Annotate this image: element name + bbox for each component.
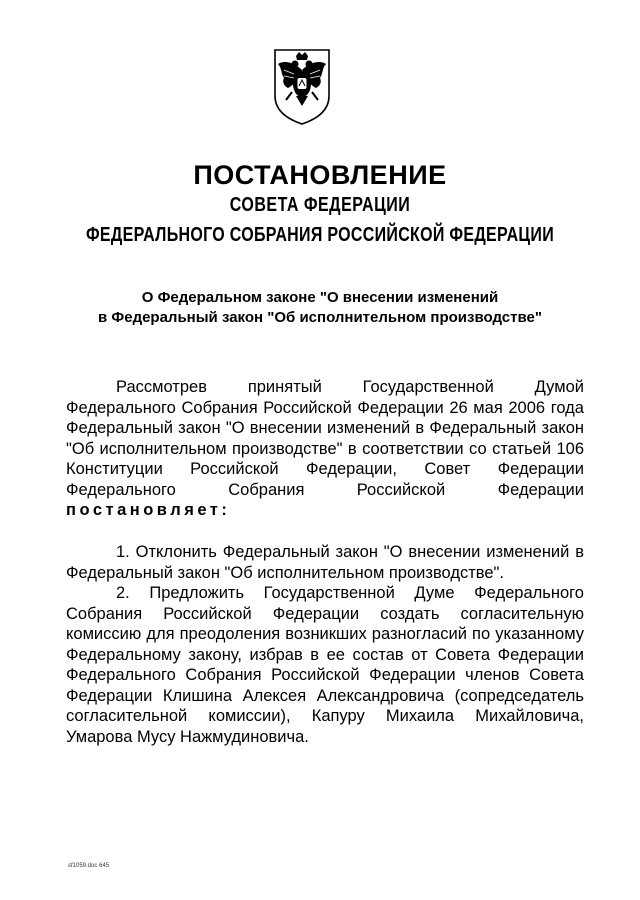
document-subject	[0, 288, 640, 328]
coat-of-arms-icon	[272, 48, 332, 126]
subject-line-1: О Федеральном законе "О внесении изменений	[141, 289, 499, 306]
issuer-line-2: ФЕДЕРАЛЬНОГО СОБРАНИЯ РОССИЙСКОЙ ФЕДЕРАЦИИ	[85, 224, 555, 246]
resolves-word: постановляет:	[66, 501, 231, 519]
preamble-paragraph	[66, 377, 584, 521]
item-2-paragraph: 2. Предложить Государственной Думе Федерального Собрания Российской Федерации создать согласительную комиссию для преодоления возникших разногласий по указанному Федеральному закону, избрав в ее состав от Совета Федерации Федерального Собрания Российской Федерации членов Совета Федерации Клишина Алексея Александровича (сопредседатель согласительной комиссии), Капуру Михаила Михайловича, Умарова Мусу Нажмудиновича.	[66, 584, 584, 746]
item-1-paragraph: 1. Отклонить Федеральный закон "О внесении изменений в Федеральный закон "Об исполнительном производстве".	[66, 543, 584, 582]
document-title: ПОСТАНОВЛЕНИЕ	[193, 160, 447, 190]
issuer-line-1: СОВЕТА ФЕДЕРАЦИИ	[229, 194, 411, 216]
footer-doc-ref: sf1059.doc 645	[68, 863, 110, 869]
preamble-text: Рассмотрев принятый Государственной Думой Федерального Собрания Российской Федерации 26 мая 2006 года Федеральный закон "О внесении изменений в Федеральный закон "Об исполнительном производстве" в соответствии со статьей 106 Конституции Российской Федерации, Совет Федерации Федерального Собрания Российской Федерации	[66, 378, 584, 499]
subject-line-2: в Федеральный закон "Об исполнительном производстве"	[98, 309, 542, 326]
